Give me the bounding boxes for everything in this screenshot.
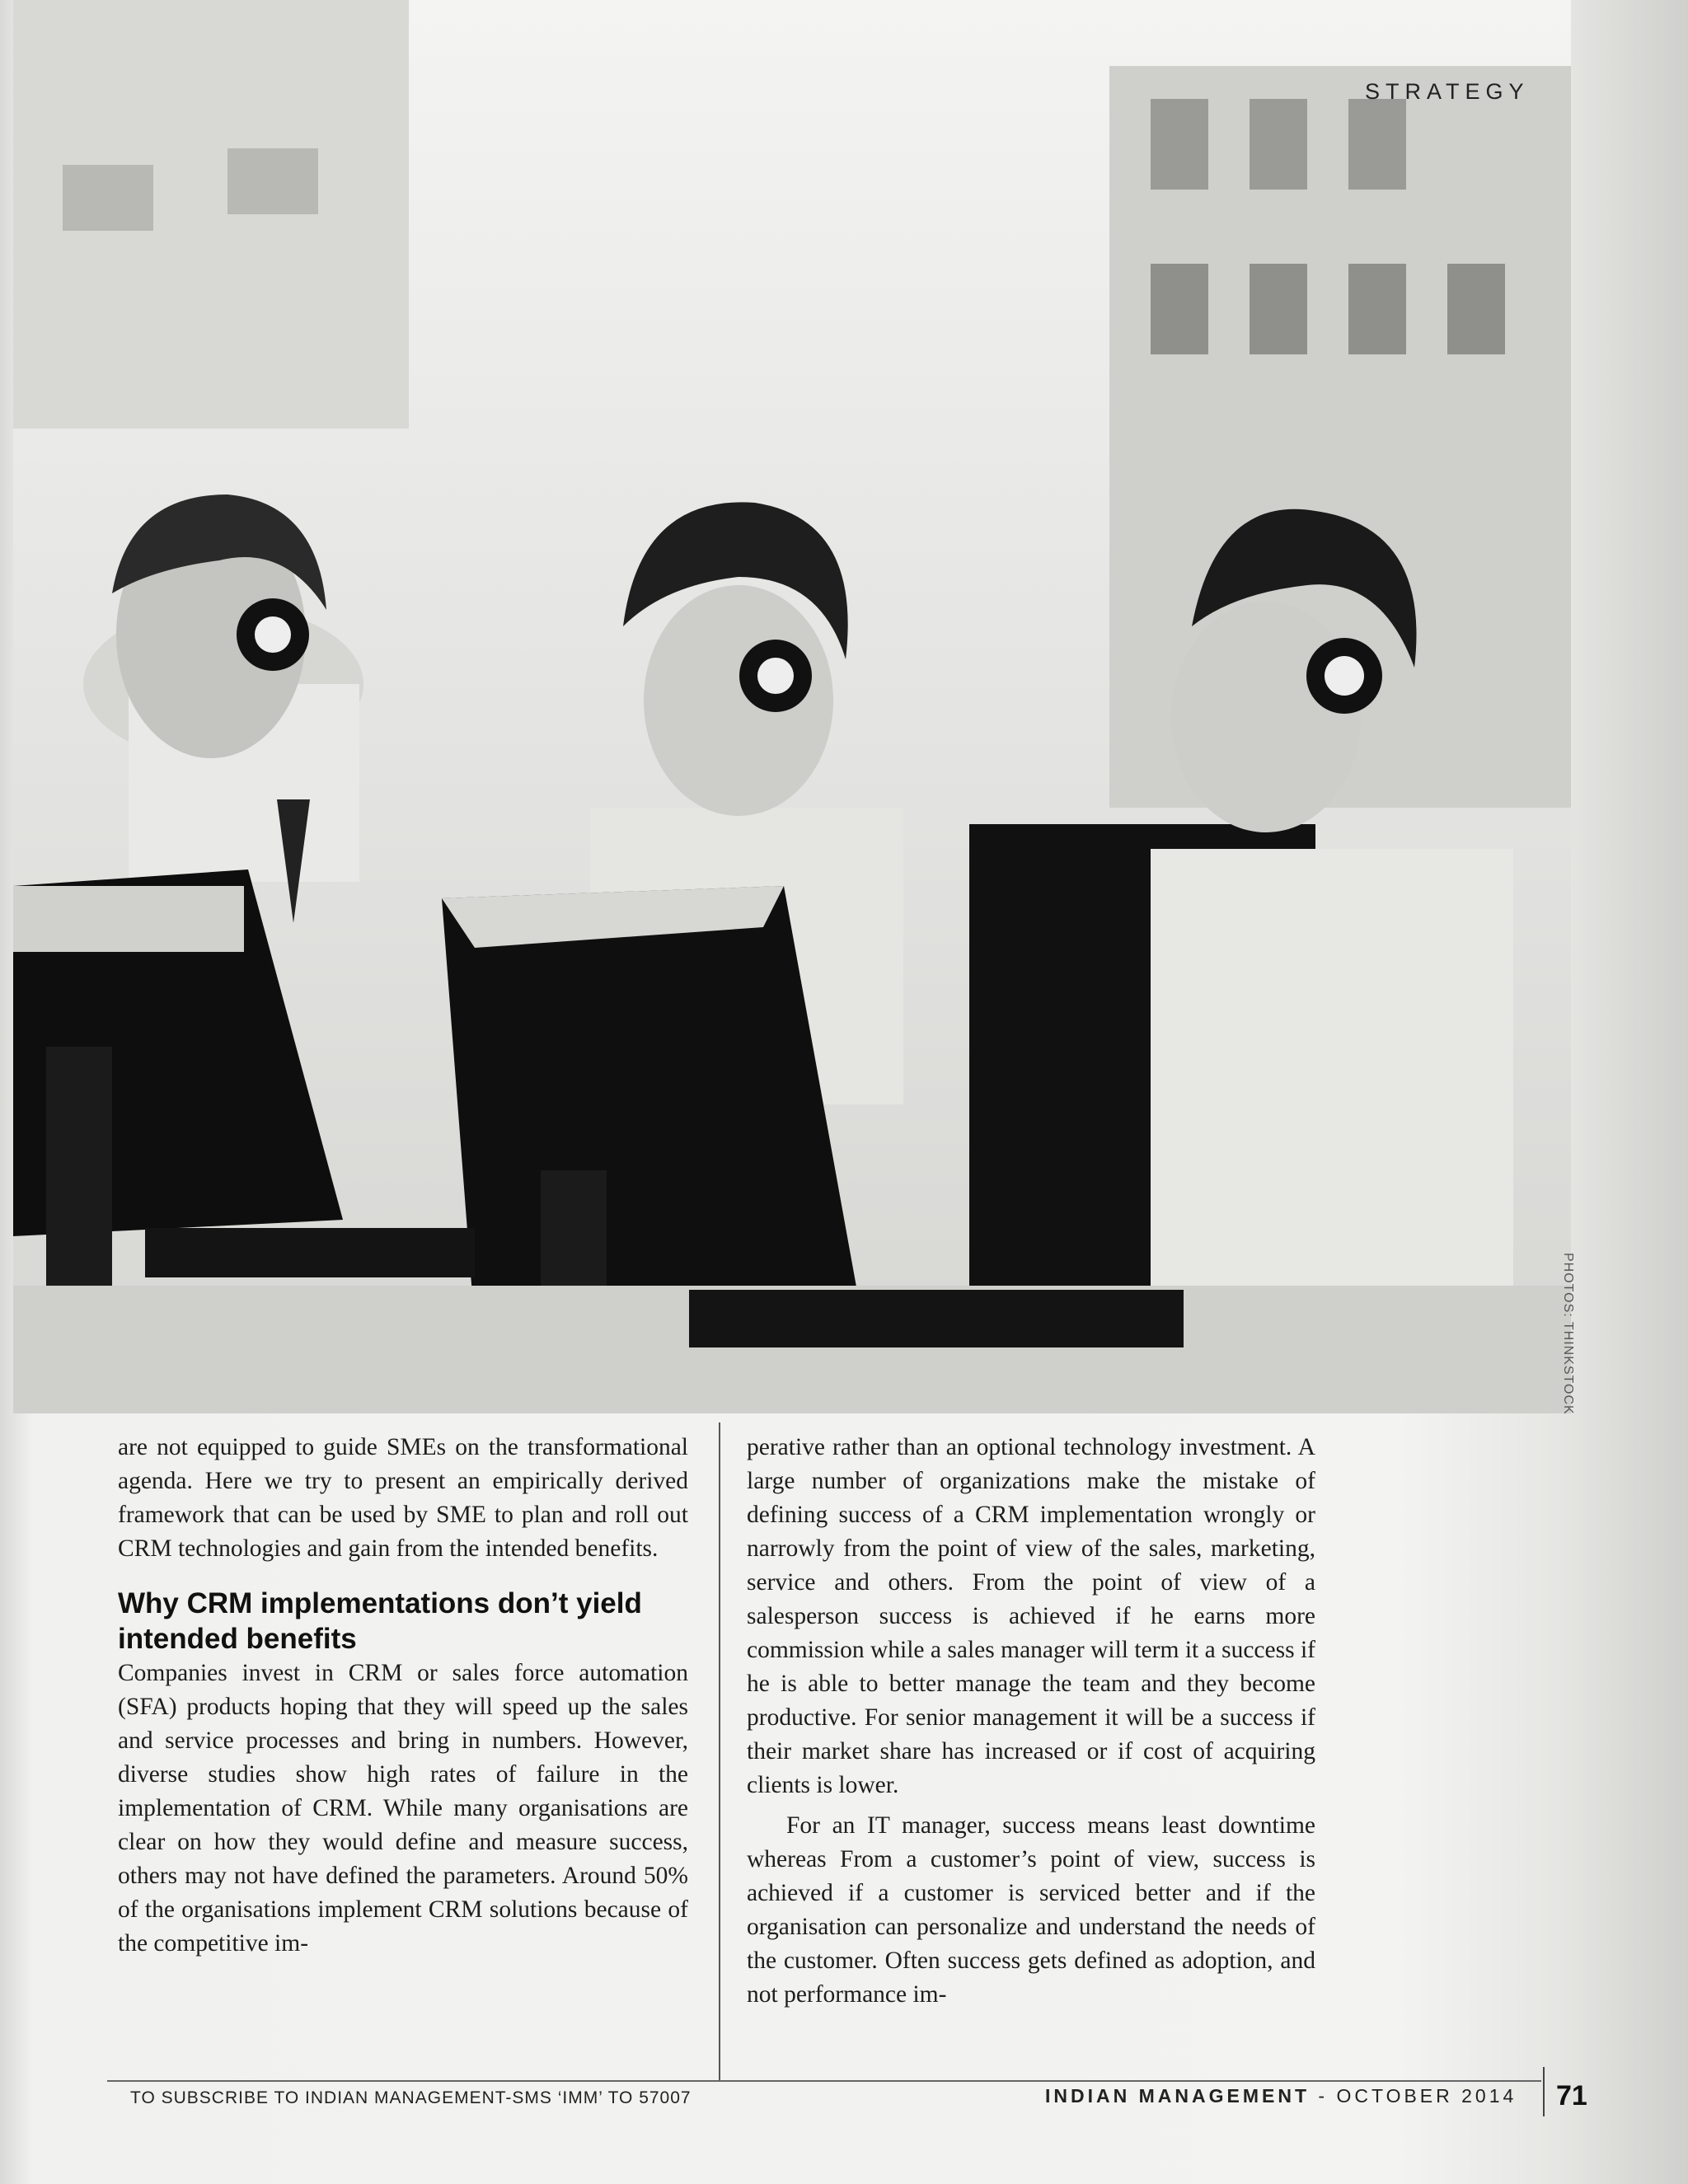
footer-divider [107, 2080, 1541, 2082]
body-paragraph: For an IT manager, success means least downtime whereas From a customer’s point of view, success is achieved if a customer is serviced better and if the organisation can personalize and understand the needs of the customer. Often success gets defined as adoption, and not performance im- [747, 1812, 1315, 2008]
left-column [118, 1431, 688, 1961]
subscribe-note: TO SUBSCRIBE TO INDIAN MANAGEMENT-SMS ‘IMM’ TO 57007 [130, 2088, 692, 2107]
body-paragraph: are not equipped to guide SMEs on the transformational agenda. Here we try to present an empirically derived framework that can be used by SME to plan and roll out CRM technologies and gain from the intended benefits. [118, 1434, 688, 1562]
issue-date: - OCTOBER 2014 [1310, 2085, 1517, 2107]
photo-credit: PHOTOS: THINKSTOCK [1561, 1253, 1575, 1415]
page-number: 71 [1556, 2080, 1587, 2111]
folio-divider [1543, 2067, 1545, 2116]
body-paragraph: Companies invest in CRM or sales force automation (SFA) products hoping that they will speed up the sales and service processes and bring in numbers. However, diverse studies show high rates of failure in the implementation of CRM. While many organisations are clear on how they would define and measure success, others may not have defined the parameters. Around 50% of the organisations implement CRM solutions because of the competitive im- [118, 1660, 688, 1957]
right-column [747, 1431, 1315, 2012]
section-label: STRATEGY [1365, 79, 1530, 104]
photo-illustration [13, 0, 1571, 1413]
call-center-photo [13, 0, 1575, 1415]
magazine-name: INDIAN MANAGEMENT [1045, 2085, 1310, 2107]
body-paragraph: perative rather than an optional technology investment. A large number of organizations make the mistake of defining success of a CRM implementation wrongly or narrowly from the point of view of the sales, marketing, service and others. From the point of view of a salesperson success is achieved if he earns more commission while a sales manager will term it a success if he is able to better manage the team and they become productive. For senior management it will be a success if their market share has increased or if cost of acquiring clients is lower. [747, 1434, 1315, 1798]
column-divider [719, 1422, 720, 2082]
running-footer [1045, 2085, 1517, 2107]
section-heading: Why CRM implementations don’t yield intended benefits [118, 1587, 642, 1655]
